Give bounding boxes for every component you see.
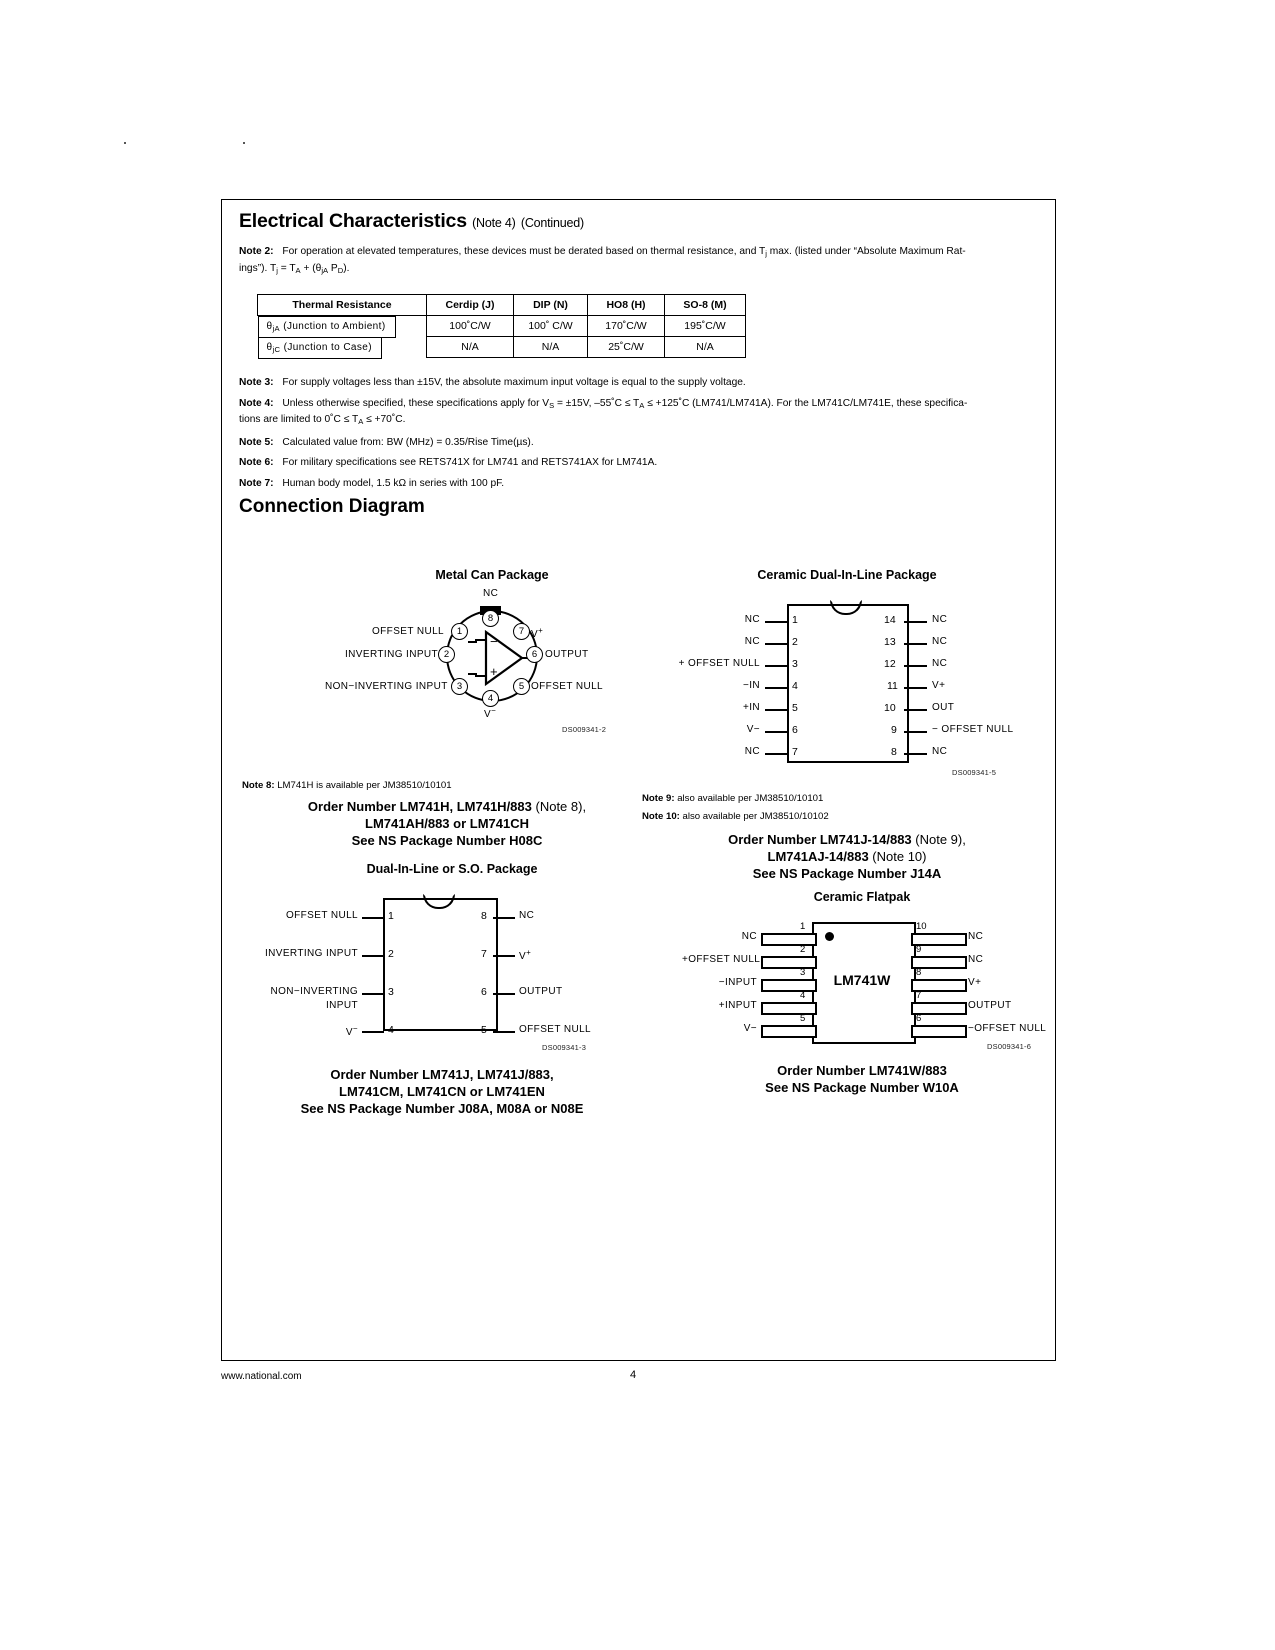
th-cerdip: Cerdip (J): [427, 295, 514, 316]
ceramic-dip-label-5: +IN: [742, 702, 760, 713]
dip-so-leg-right: [493, 1031, 515, 1033]
flatpak-label-2: +OFFSET NULL: [682, 954, 761, 965]
dip-so-pinnum-4: 4: [388, 1024, 394, 1036]
flatpak-pad-left: [761, 1002, 817, 1015]
vminus-text: V: [345, 1027, 353, 1038]
metal-can-label-non-inverting-input: NON−INVERTING INPUT: [325, 681, 448, 692]
dip-so-leg-right: [493, 955, 515, 957]
note-6: [239, 456, 1039, 471]
flatpak-order-line-1: Order Number LM741W/883: [777, 1063, 947, 1078]
registration-mark-left: [124, 142, 126, 144]
flatpak-label-6: −OFFSET NULL: [968, 1023, 1047, 1034]
note-7-text: Human body model, 1.5 kΩ in series with 100 pF.: [282, 477, 505, 489]
metal-can-label-output: OUTPUT: [545, 649, 589, 660]
flatpak-pin1-dot: [825, 932, 834, 941]
ceramic-dip-label-3: + OFFSET NULL: [678, 658, 760, 669]
theta-symbol: θ: [266, 341, 273, 353]
dip-so-leg-left: [362, 993, 384, 995]
dip-so-leg-right: [493, 917, 515, 919]
note-4-text-b: = ±15V, –55˚C ≤ T: [557, 397, 640, 409]
ceramic-dip-leg-left: [765, 709, 788, 711]
ceramic-dip-pinnum-1: 1: [792, 614, 798, 626]
cell-value: 100˚ C/W: [514, 316, 588, 337]
flatpak-pad-left: [761, 956, 817, 969]
flatpak-order-line-2: See NS Package Number W10A: [765, 1080, 959, 1095]
metal-can-order-line-3: See NS Package Number H08C: [351, 833, 543, 848]
table-row: [258, 316, 746, 337]
ceramic-dip-leg-right: [904, 709, 927, 711]
row-label-theta-jc: [258, 337, 383, 359]
note-10-label: Note 10:: [642, 811, 680, 822]
note-7-label: Note 7:: [239, 477, 274, 489]
metal-can-label-vplus: [531, 626, 543, 640]
flatpak-label-4: +INPUT: [718, 1000, 757, 1011]
note-10: [642, 811, 829, 822]
note-2-text-a: For operation at elevated temperatures, these devices must be derated based on thermal resistance, and T: [282, 246, 766, 257]
dip-so-pinnum-8: 8: [481, 910, 487, 922]
order-bold-2: LM741AJ-14/883: [767, 849, 869, 864]
cell-value: N/A: [665, 337, 746, 358]
dip-so-order-line-1: Order Number LM741J, LM741J/883,: [330, 1067, 554, 1082]
note-4-label: Note 4:: [239, 397, 274, 409]
note-2: Note 2: For operation at elevated temperatures, these devices must be derated based on thermal resistance, and $T_j$ max. (listed under “Absolute Maximum Rat- ings”). $T_j = T_A + (\theta_{jA}$ $P_D$).: [239, 246, 966, 275]
note-5-text: Calculated value from: BW (MHz) = 0.35/Rise Time(µs).: [282, 436, 534, 448]
ceramic-dip-leg-left: [765, 621, 788, 623]
flatpak-pinnum-7: 7: [916, 990, 922, 1001]
ceramic-dip-pinnum-4: 4: [792, 680, 798, 692]
ceramic-dip-label-9: − OFFSET NULL: [932, 724, 1014, 735]
dip-so-label-7: [519, 948, 531, 962]
note-8-label: Note 8:: [242, 780, 275, 791]
th-dip: DIP (N): [514, 295, 588, 316]
metal-can-ds-code: DS009341-2: [562, 725, 607, 734]
ceramic-dip-leg-right: [904, 731, 927, 733]
page-title-continued: (Continued): [520, 216, 584, 230]
cell-value: 100˚C/W: [427, 316, 514, 337]
note-2-text-c: ings”). T: [239, 262, 277, 274]
order-note-1: (Note 9),: [915, 832, 966, 847]
ceramic-dip-label-13: NC: [932, 636, 948, 647]
metal-can-pin-1: 1: [451, 623, 468, 640]
flatpak-pinnum-10: 10: [916, 921, 927, 932]
th-ho8: HO8 (H): [588, 295, 665, 316]
metal-can-pin-3: 3: [451, 678, 468, 695]
ceramic-dip-order-line-1: [662, 831, 1032, 848]
metal-can-title: Metal Can Package: [435, 568, 549, 582]
note-4-text-c: ≤ +125˚C (LM741/LM741A). For the LM741C/LM741E, these specifica-: [647, 397, 968, 409]
cell-value: N/A: [427, 337, 514, 358]
flatpak-label-3: −INPUT: [718, 977, 757, 988]
vminus-sup: −: [352, 1024, 358, 1033]
dip-so-label-3: NON−INVERTING: [270, 986, 358, 997]
dip-so-label-4: [257, 1024, 358, 1038]
page-title: [239, 210, 1039, 233]
ceramic-dip-order-line-2: [662, 848, 1032, 865]
svg-text:−: −: [490, 634, 498, 649]
theta-symbol: θ: [266, 321, 273, 332]
registration-mark-right: [243, 142, 245, 144]
ceramic-dip-label-1: NC: [744, 614, 760, 625]
page-title-note: (Note 4): [472, 216, 516, 230]
vminus-text: V: [484, 709, 492, 720]
ceramic-dip-leg-right: [904, 687, 927, 689]
flatpak-title: Ceramic Flatpak: [813, 890, 911, 904]
note-4-sub-s: S: [549, 400, 555, 410]
order-bold-1: Order Number LM741J-14/883: [728, 832, 912, 847]
cell-value: 170˚C/W: [588, 316, 665, 337]
table-header-row: [258, 295, 746, 316]
dip-so-order-line-2: LM741CM, LM741CN or LM741EN: [339, 1084, 545, 1099]
ceramic-dip-label-2: NC: [744, 636, 760, 647]
order-bold-1: Order Number LM741H, LM741H/883: [307, 799, 532, 814]
ceramic-dip-pinnum-8: 8: [891, 746, 897, 758]
metal-can-pin-5: 5: [513, 678, 530, 695]
note-2-text-f: P: [330, 262, 338, 274]
metal-can-label-inverting-input: INVERTING INPUT: [345, 649, 439, 660]
theta-description: (Junction to Ambient): [283, 321, 386, 332]
flatpak-label-7: OUTPUT: [968, 1000, 1012, 1011]
ceramic-dip-leg-right: [904, 643, 927, 645]
note-2-label: Note 2:: [239, 246, 274, 257]
ceramic-dip-leg-right: [904, 753, 927, 755]
ceramic-dip-pinnum-9: 9: [891, 724, 897, 736]
note-7: [239, 477, 1039, 492]
vminus-sup: −: [491, 706, 497, 715]
dip-so-leg-left: [362, 917, 384, 919]
ceramic-dip-leg-left: [765, 753, 788, 755]
metal-can-order-line-2: LM741AH/883 or LM741CH: [365, 816, 529, 831]
flatpak-order-block: [682, 1062, 1042, 1096]
ceramic-dip-pinnum-5: 5: [792, 702, 798, 714]
theta-description: (Junction to Case): [283, 341, 372, 353]
vplus-sup: +: [538, 626, 544, 635]
order-note-2: (Note 10): [872, 849, 927, 864]
note-4: [239, 397, 1039, 430]
flatpak-pinnum-3: 3: [800, 967, 806, 978]
dip-so-label-2: INVERTING INPUT: [264, 948, 358, 959]
ceramic-dip-leg-right: [904, 621, 927, 623]
dip-so-label-8: NC: [519, 910, 535, 921]
cell-value: 25˚C/W: [588, 337, 665, 358]
note-2-text-b: max. (listed under “Absolute Maximum Rat-: [769, 246, 966, 257]
ceramic-dip-pinnum-7: 7: [792, 746, 798, 758]
note-10-text: also available per JM38510/10102: [682, 811, 829, 822]
flatpak-label-10: NC: [968, 931, 984, 942]
ceramic-dip-pinnum-2: 2: [792, 636, 798, 648]
note-5: [239, 436, 1039, 451]
flatpak-part-label: LM741W: [833, 972, 891, 988]
note-4-text-e: ≤ +70˚C.: [366, 414, 406, 425]
ceramic-dip-leg-left: [765, 643, 788, 645]
order-note-1: (Note 8),: [535, 799, 587, 814]
ceramic-dip-title: Ceramic Dual-In-Line Package: [757, 568, 937, 582]
ceramic-dip-label-14: NC: [932, 614, 948, 625]
metal-can-order-block: [262, 798, 632, 849]
ceramic-dip-pinnum-14: 14: [884, 614, 896, 626]
flatpak-pinnum-4: 4: [800, 990, 806, 1001]
diagram-metal-can: [325, 568, 642, 768]
dip-so-label-5: OFFSET NULL: [519, 1024, 592, 1035]
flatpak-label-9: NC: [968, 954, 984, 965]
note-9-label: Note 9:: [642, 793, 675, 804]
metal-can-order-line-1: [262, 798, 632, 815]
ceramic-dip-pinnum-11: 11: [887, 680, 898, 692]
dip-so-title: Dual-In-Line or S.O. Package: [366, 862, 538, 876]
th-thermal-resistance: Thermal Resistance: [258, 295, 427, 316]
cell-value: N/A: [514, 337, 588, 358]
connection-diagram-heading: Connection Diagram: [239, 496, 425, 517]
flatpak-pinnum-5: 5: [800, 1013, 806, 1024]
table-row: [258, 337, 746, 358]
dip-so-ds-code: DS009341-3: [542, 1043, 587, 1052]
flatpak-pad-left: [761, 979, 817, 992]
note-6-label: Note 6:: [239, 457, 274, 468]
ceramic-dip-label-10: OUT: [932, 702, 955, 713]
diagram-dip-so: [257, 862, 647, 1052]
metal-can-label-nc: NC: [483, 588, 499, 599]
ceramic-dip-pinnum-12: 12: [884, 658, 896, 670]
ceramic-dip-order-block: [662, 831, 1032, 882]
ceramic-dip-pinnum-10: 10: [884, 702, 896, 714]
note-4-text-a: Unless otherwise specified, these specifications apply for V: [282, 397, 550, 409]
svg-text:+: +: [490, 664, 498, 679]
note-4-sub-a: A: [639, 400, 645, 410]
content-inner: [239, 210, 1039, 491]
ceramic-dip-leg-left: [765, 731, 788, 733]
vplus-text: V: [519, 951, 527, 962]
flatpak-pinnum-9: 9: [916, 944, 922, 955]
ceramic-dip-label-7: NC: [744, 746, 760, 757]
flatpak-label-8: V+: [968, 977, 982, 988]
metal-can-pin-8: 8: [482, 610, 499, 627]
note-2-text-e: + (θ: [303, 262, 322, 274]
dip-so-pinnum-3: 3: [388, 986, 394, 998]
diagram-ceramic-dip: [652, 568, 1042, 783]
note-6-text: For military specifications see RETS741X for LM741 and RETS741AX for LM741A.: [282, 457, 658, 468]
footer-page-number: 4: [630, 1369, 637, 1381]
metal-can-label-offset-null-5: OFFSET NULL: [531, 681, 604, 692]
note-9: [642, 793, 823, 804]
dip-so-pinnum-7: 7: [481, 948, 487, 960]
note-8-text: LM741H is available per JM38510/10101: [277, 780, 452, 791]
theta-subscript: jC: [272, 344, 281, 354]
th-so8: SO-8 (M): [665, 295, 746, 316]
flatpak-pad-left: [761, 1025, 817, 1038]
row-label-theta-ja: [258, 316, 396, 338]
dip-so-leg-right: [493, 993, 515, 995]
note-3-text: For supply voltages less than ±15V, the absolute maximum input voltage is equal to the supply voltage.: [282, 377, 746, 388]
dip-so-pinnum-2: 2: [388, 948, 394, 960]
vplus-text: V: [531, 629, 539, 640]
note-4-text-d: tions are limited to 0˚C ≤ T: [239, 414, 359, 425]
metal-can-pin-2: 2: [438, 646, 455, 663]
note-8: [242, 780, 452, 791]
ceramic-dip-label-11: V+: [932, 680, 946, 691]
ceramic-dip-order-line-3: See NS Package Number J14A: [752, 866, 942, 881]
ceramic-dip-label-12: NC: [932, 658, 948, 669]
flatpak-pad-right: [911, 1025, 967, 1038]
flatpak-pinnum-8: 8: [916, 967, 922, 978]
cell-value: 195˚C/W: [665, 316, 746, 337]
dip-so-pinnum-1: 1: [388, 910, 394, 922]
dip-so-pinnum-6: 6: [481, 986, 487, 998]
flatpak-pinnum-6: 6: [916, 1013, 922, 1024]
ceramic-dip-pinnum-6: 6: [792, 724, 798, 736]
metal-can-label-vminus: [484, 706, 496, 720]
vplus-sup: +: [526, 948, 532, 957]
flatpak-pad-left: [761, 933, 817, 946]
flatpak-pinnum-2: 2: [800, 944, 806, 955]
ceramic-dip-label-8: NC: [932, 746, 948, 757]
dip-so-order-line-3: See NS Package Number J08A, M08A or N08E: [300, 1101, 584, 1116]
note-2-text-g: ).: [343, 262, 350, 274]
note-9-text: also available per JM38510/10101: [677, 793, 824, 804]
ceramic-dip-pinnum-13: 13: [884, 636, 896, 648]
diagram-flatpak: [682, 890, 1052, 1060]
metal-can-pin-7: 7: [513, 623, 530, 640]
ceramic-dip-leg-left: [765, 665, 788, 667]
ceramic-dip-label-6: V−: [746, 724, 760, 735]
content-frame: [221, 199, 1056, 1361]
note-5-label: Note 5:: [239, 436, 274, 448]
thermal-resistance-table: [257, 294, 746, 358]
ceramic-dip-label-4: −IN: [742, 680, 760, 691]
metal-can-pin-4: 4: [482, 690, 499, 707]
theta-subscript: jA: [272, 324, 281, 333]
metal-can-pin-6: 6: [526, 646, 543, 663]
note-2-text-d: = T: [280, 262, 296, 274]
flatpak-ds-code: DS009341-6: [987, 1042, 1032, 1051]
dip-so-label-3-line2: INPUT: [326, 1000, 358, 1011]
metal-can-label-offset-null-1: OFFSET NULL: [372, 626, 445, 637]
note-3: [239, 376, 1039, 391]
note-4-sub-a2: A: [358, 417, 364, 426]
dip-so-order-block: [247, 1066, 637, 1117]
dip-so-pinnum-5: 5: [481, 1024, 487, 1036]
dip-so-leg-left: [362, 1031, 384, 1033]
page-title-text: Electrical Characteristics: [239, 210, 467, 232]
dip-so-leg-left: [362, 955, 384, 957]
dip-so-label-6: OUTPUT: [519, 986, 563, 997]
ceramic-dip-pinnum-3: 3: [792, 658, 798, 670]
dip-so-label-1: OFFSET NULL: [285, 910, 358, 921]
note-3-label: Note 3:: [239, 377, 274, 388]
flatpak-label-1: NC: [741, 931, 757, 942]
footer-url[interactable]: www.national.com: [221, 1371, 302, 1382]
ceramic-dip-leg-right: [904, 665, 927, 667]
flatpak-label-5: V−: [743, 1023, 757, 1034]
ceramic-dip-ds-code: DS009341-5: [952, 768, 997, 777]
flatpak-pinnum-1: 1: [800, 921, 806, 932]
ceramic-dip-leg-left: [765, 687, 788, 689]
